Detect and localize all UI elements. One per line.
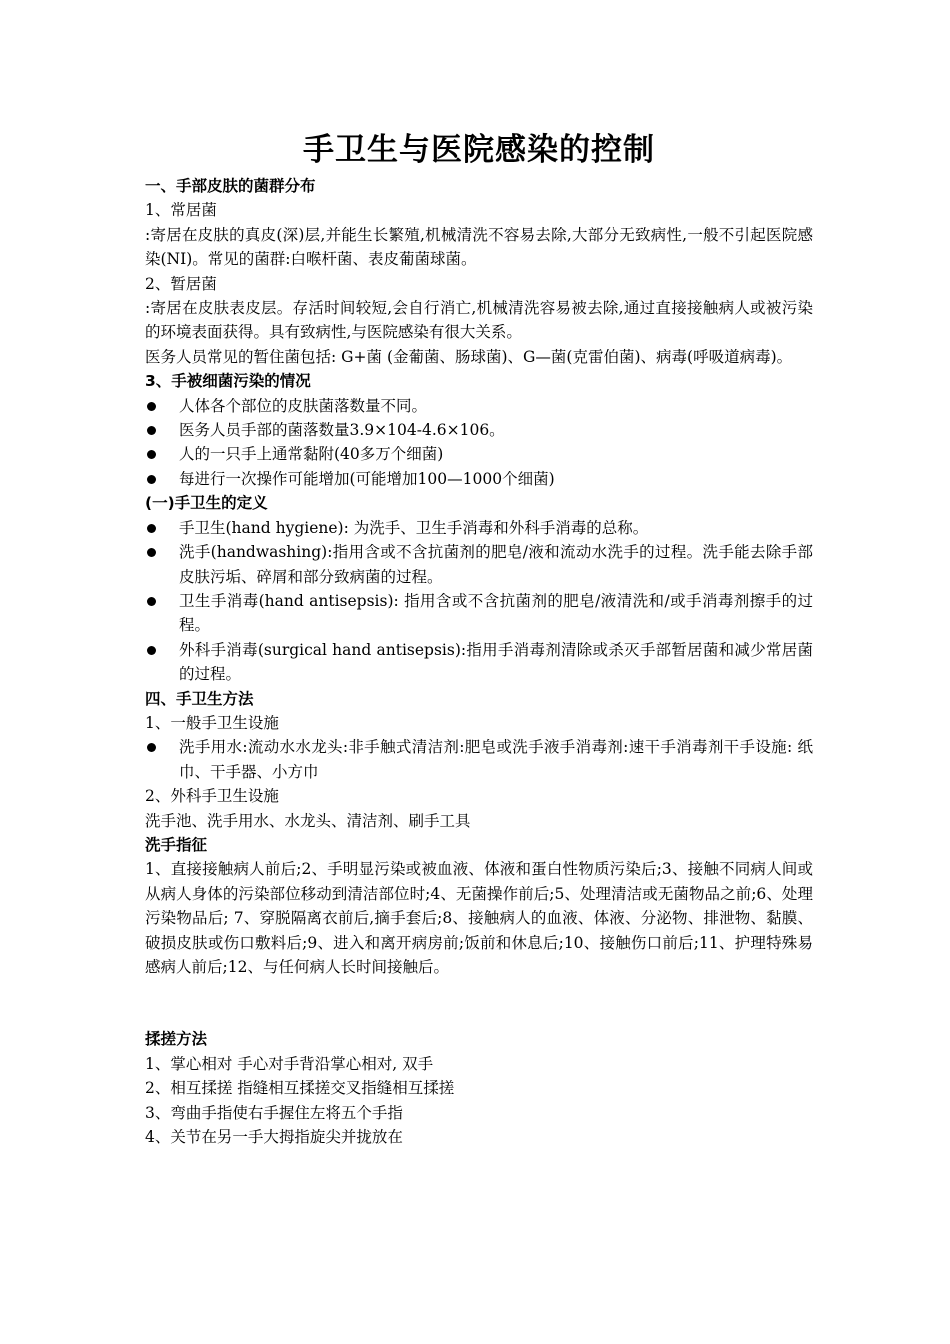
list-item: 卫生手消毒(hand antisepsis): 指用含或不含抗菌剂的肥皂/液清洗和/或手消毒剂擦手的过程。 — [145, 589, 813, 638]
subheading-transient-flora: 2、暂居菌 — [145, 274, 217, 293]
definition-list — [145, 516, 813, 687]
section-heading-indications: 洗手指征 — [145, 835, 208, 854]
list-item: 每进行一次操作可能增加(可能增加100—1000个细菌) — [145, 467, 813, 491]
list-item: 人的一只手上通常黏附(40多万个细菌) — [145, 442, 813, 466]
paragraph-transient-examples: 医务人员常见的暂住菌包括: G+菌 (金葡菌、肠球菌)、G—菌(克雷伯菌)、病毒(呼吸道病毒)。 — [145, 347, 793, 366]
bullet-icon — [147, 646, 156, 655]
subheading-surgical-facilities: 2、外科手卫生设施 — [145, 787, 279, 806]
facilities-list — [145, 735, 813, 784]
subheading-general-facilities: 1、一般手卫生设施 — [145, 713, 279, 732]
list-item: 医务人员手部的菌落数量3.9×104-4.6×106。 — [145, 418, 813, 442]
list-item: 手卫生(hand hygiene): 为洗手、卫生手消毒和外科手消毒的总称。 — [145, 516, 813, 540]
rubbing-step: 3、弯曲手指使右手握住左将五个手指 — [145, 1103, 403, 1122]
bullet-icon — [147, 426, 156, 435]
list-item: 洗手用水:流动水水龙头:非手触式清洁剂:肥皂或洗手液手消毒剂:速干手消毒剂干手设施: 纸巾、干手器、小方巾 — [145, 735, 813, 784]
bullet-icon — [147, 450, 156, 459]
paragraph-transient-flora: :寄居在皮肤表皮层。存活时间较短,会自行消亡,机械清洗容易被去除,通过直接接触病人或被污染的环境表面获得。具有致病性,与医院感染有很大关系。 — [145, 299, 813, 342]
rubbing-step: 4、关节在另一手大拇指旋尖并拢放在 — [145, 1128, 403, 1147]
section-heading-skin-flora: 一、手部皮肤的菌群分布 — [145, 177, 316, 195]
list-item: 洗手(handwashing):指用含或不含抗菌剂的肥皂/液和流动水洗手的过程。洗手能去除手部皮肤污垢、碎屑和部分致病菌的过程。 — [145, 540, 813, 589]
section-heading-hand-contamination: 3、手被细菌污染的情况 — [145, 372, 311, 391]
paragraph-resident-flora: :寄居在皮肤的真皮(深)层,并能生长繁殖,机械清洗不容易去除,大部分无致病性,一般不引起医院感染(NI)。常见的菌群:白喉杆菌、表皮葡菌球菌。 — [145, 225, 813, 269]
paragraph-surgical-facilities: 洗手池、洗手用水、水龙头、清洁剂、刷手工具 — [145, 811, 471, 830]
list-item: 外科手消毒(surgical hand antisepsis):指用手消毒剂清除或杀灭手部暂居菌和减少常居菌的过程。 — [145, 638, 813, 687]
contamination-list — [145, 394, 813, 492]
subheading-resident-flora: 1、常居菌 — [145, 201, 217, 220]
section-heading-definition: (一)手卫生的定义 — [145, 494, 268, 513]
bullet-icon — [147, 548, 156, 557]
section-heading-rubbing: 揉搓方法 — [145, 1030, 208, 1049]
bullet-icon — [147, 402, 156, 411]
bullet-icon — [147, 597, 156, 606]
bullet-icon — [147, 524, 156, 533]
bullet-icon — [147, 475, 156, 484]
rubbing-step: 2、相互揉搓 指缝相互揉搓交叉指缝相互揉搓 — [145, 1079, 455, 1098]
rubbing-step: 1、掌心相对 手心对手背沿掌心相对, 双手 — [145, 1054, 434, 1073]
list-item: 人体各个部位的皮肤菌落数量不同。 — [145, 394, 813, 418]
document-title: 手卫生与医院感染的控制 — [303, 132, 655, 168]
document-page — [145, 128, 813, 1149]
paragraph-indications: 1、直接接触病人前后;2、手明显污染或被血液、体液和蛋白性物质污染后;3、接触不同病人间或从病人身体的污染部位移动到清洁部位时;4、无菌操作前后;5、处理清洁或无菌物品之前;6、处理污染物品后; 7、穿脱隔离衣前后,摘手套后;8、接触病人的血液、体液、分泌物、排泄物、黏膜、破损皮肤或伤口敷料后;9、进入和离开病房前;饭前和休息后;10、接触伤口前后;11、护理特殊易感病人前后;12、与任何病人长时间接触后。 — [145, 860, 813, 976]
section-heading-methods: 四、手卫生方法 — [145, 689, 254, 708]
bullet-icon — [147, 743, 156, 752]
